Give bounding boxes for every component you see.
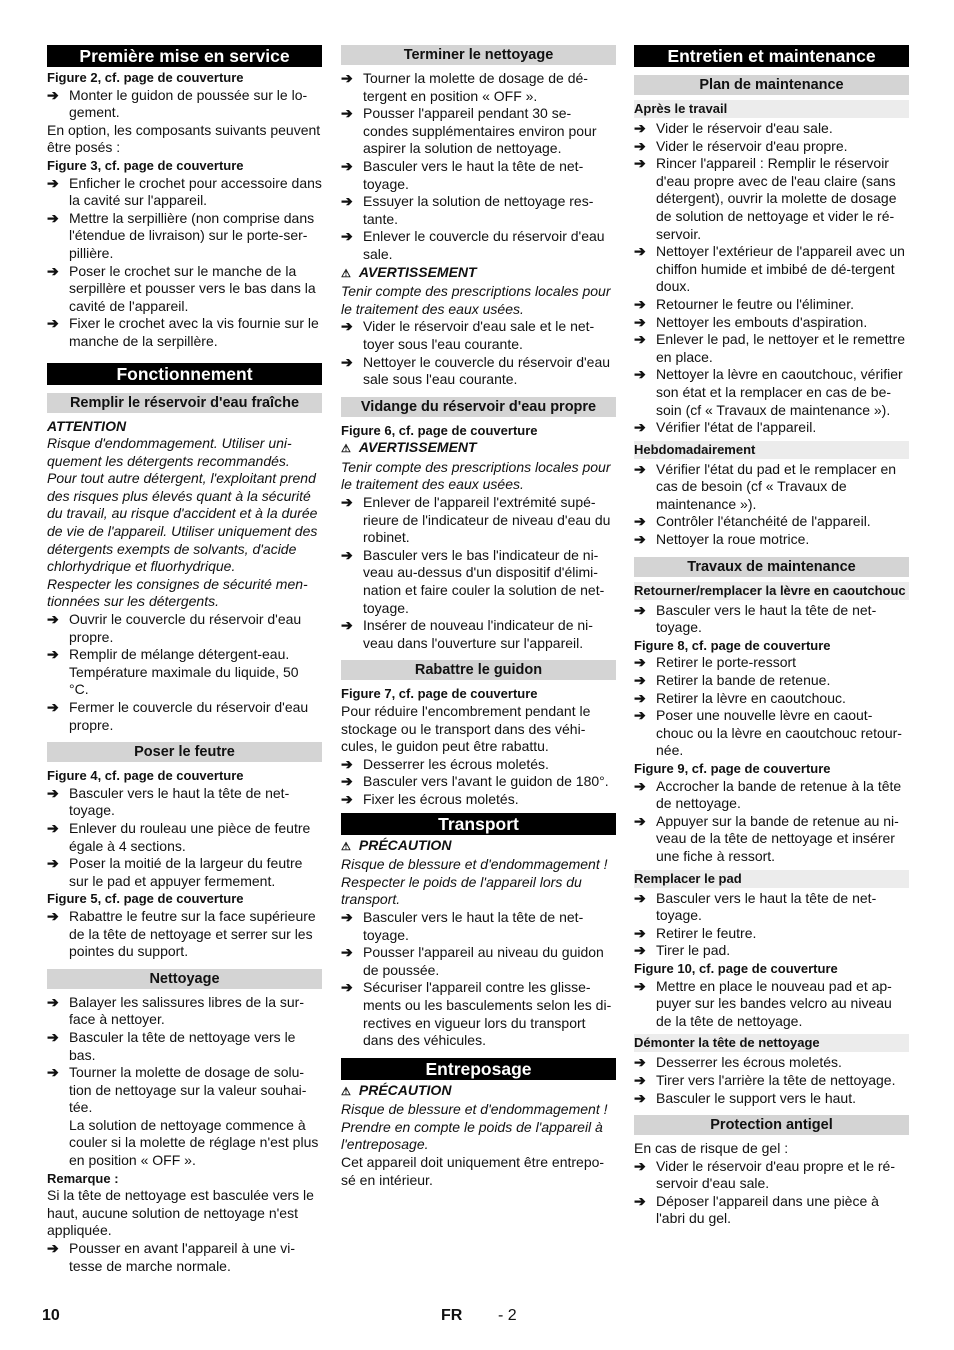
minor-heading: Après le travail [634,100,909,118]
list-item: ➔ Retirer le porte-ressort [634,654,797,671]
list-item: ➔ Pousser l'appareil au niveau du guidon de poussée. [341,944,604,978]
subsection-title: Travaux de maintenance [634,557,909,577]
arrow-right-icon: ➔ [634,331,646,348]
list-item: ➔ Vérifier l'état de l'appareil. [634,419,817,436]
arrow-right-icon: ➔ [634,672,646,689]
arrow-right-icon: ➔ [634,460,646,477]
arrow-right-icon: ➔ [341,157,353,174]
list-item: ➔ Vider le réservoir d'eau sale et le net-toyer sous l'eau courante. [341,318,595,352]
list-item: ➔ Vider le réservoir d'eau propre. [634,137,848,154]
arrow-right-icon: ➔ [341,944,353,961]
arrow-right-icon: ➔ [634,531,646,548]
list-item: ➔ Mettre la serpillière (non comprise dans l'étendue de livraison) sur le porte-ser-pillière. [47,209,315,261]
arrow-right-icon: ➔ [341,318,353,335]
warning-triangle-icon: ⚠ [341,840,351,853]
arrow-right-icon: ➔ [634,977,646,994]
warning-triangle-icon: ⚠ [341,267,351,280]
list-item: ➔ Rabattre le feutre sur la face supérieure de la tête de nettoyage et serrer sur les pointes du support. [47,907,316,960]
paragraph: En option, les composants suivants peuvent être posés : [47,121,321,156]
subsection-title: Vidange du réservoir d'eau propre [341,397,616,417]
list-item: ➔ Desserrer les écrous moletés. [341,755,549,772]
figure-ref: Figure 8, cf. page de couverture [634,637,831,653]
arrow-right-icon: ➔ [47,262,59,279]
list-item: ➔ Enficher le crochet pour accessoire dans la cavité sur l'appareil. [47,174,322,209]
list-item-continuation: La solution de nettoyage commence à couler si la molette de réglage n'est plus en position « OFF ». [69,1116,319,1169]
arrow-right-icon: ➔ [634,812,646,829]
list-item: ➔ Vider le réservoir d'eau propre et le ré-servoir d'eau sale. [634,1157,895,1192]
arrow-right-icon: ➔ [341,755,353,772]
arrow-right-icon: ➔ [341,546,353,563]
column-2 [341,45,616,1189]
attention-heading: ATTENTION [47,417,127,434]
list-item: ➔ Basculer vers l'avant le guidon de 180°. [341,773,609,790]
subsection-title: Poser le feutre [47,742,322,762]
list-item: ➔ Tirer le pad. [634,942,731,959]
arrow-right-icon: ➔ [634,419,646,436]
list-item: ➔ Essuyer la solution de nettoyage res-tante. [341,193,594,227]
minor-heading: Hebdomadairement [634,441,909,459]
column-3 [634,45,909,1228]
list-item: ➔ Enlever de l'appareil l'extrémité supé-rieure de l'indicateur de niveau d'eau du robinet. [341,494,611,546]
warning-heading: ⚠ AVERTISSEMENT [341,439,616,459]
attention-text: Respecter les consignes de sécurité men-tionnées sur les détergents. [47,575,308,610]
caution-heading: ⚠ PRÉCAUTION [341,1082,616,1102]
list-item: ➔ Fixer les écrous moletés. [341,790,519,807]
arrow-right-icon: ➔ [634,689,646,706]
minor-heading: Remplacer le pad [634,870,909,888]
list-item: ➔ Fixer le crochet avec la vis fournie sur le manche de la serpillère. [47,315,319,349]
list-item: ➔ Basculer vers le haut la tête de net-toyage. [634,601,877,636]
note-text: Si la tête de nettoyage est basculée vers le haut, aucune solution de nettoyage n'est appliquée. [47,1187,314,1239]
arrow-right-icon: ➔ [341,494,353,511]
list-item: ➔ Nettoyer les embouts d'aspiration. [634,313,868,330]
list-item: ➔ Basculer la tête de nettoyage vers le bas. [47,1028,296,1063]
paragraph: En cas de risque de gel : [634,1140,789,1157]
caution-text: Risque de blessure et d'endommagement ! Prendre en compte le poids de l'appareil à l'entreposage. [341,1101,608,1153]
section-title: Fonctionnement [47,363,322,385]
subsection-title: Nettoyage [47,969,322,989]
arrow-right-icon: ➔ [341,193,353,210]
arrow-right-icon: ➔ [634,137,646,154]
arrow-right-icon: ➔ [47,1240,59,1257]
arrow-right-icon: ➔ [47,993,59,1010]
arrow-right-icon: ➔ [634,924,646,941]
figure-ref: Figure 2, cf. page de couverture [47,70,244,85]
arrow-right-icon: ➔ [341,979,353,996]
arrow-right-icon: ➔ [634,155,646,172]
minor-heading: Démonter la tête de nettoyage [634,1034,909,1052]
list-item: ➔ Retirer la bande de retenue. [634,672,831,689]
arrow-right-icon: ➔ [341,908,353,925]
list-item: ➔ Retourner le feutre ou l'éliminer. [634,295,854,312]
arrow-right-icon: ➔ [47,855,59,872]
section-title: Première mise en service [47,45,322,67]
list-item: ➔ Basculer vers le bas l'indicateur de ni-veau au-dessus d'un dispositif d'élimi-nation et faire couler la solution de net-toyage. [341,546,605,616]
warning-triangle-icon: ⚠ [341,443,351,456]
arrow-right-icon: ➔ [341,105,353,122]
list-item: ➔ Retirer le feutre. [634,924,757,941]
arrow-right-icon: ➔ [634,513,646,530]
arrow-right-icon: ➔ [634,1054,646,1071]
arrow-right-icon: ➔ [634,654,646,671]
list-item: ➔ Basculer vers le haut la tête de net-toyage. [47,784,290,819]
figure-ref: Figure 3, cf. page de couverture [47,157,244,173]
list-item: ➔ Accrocher la bande de retenue à la tête de nettoyage. [634,777,902,812]
list-item: ➔ Enlever le pad, le nettoyer et le remettre en place. [634,331,906,365]
list-item: ➔ Enlever le couvercle du réservoir d'eau sale. [341,228,605,262]
arrow-right-icon: ➔ [634,1192,646,1209]
arrow-right-icon: ➔ [341,617,353,634]
figure-ref: Figure 10, cf. page de couverture [634,960,838,976]
section-title: Transport [341,813,616,835]
list-item: ➔ Nettoyer le couvercle du réservoir d'eau sale sous l'eau courante. [341,353,611,388]
arrow-right-icon: ➔ [47,819,59,836]
arrow-right-icon: ➔ [634,313,646,330]
arrow-right-icon: ➔ [634,942,646,959]
list-item: ➔ Pousser l'appareil pendant 30 se-condes supplémentaires environ pour aspirer la solution de nettoyage. [341,105,597,157]
arrow-right-icon: ➔ [634,601,646,618]
warning-text: Tenir compte des prescriptions locales pour le traitement des eaux usées. [341,283,611,317]
list-item: ➔ Rincer l'appareil : Remplir le réservoir d'eau propre avec de l'eau claire (sans détergent), ouvrir la molette de dosage de solution de nettoyage et vider le ré-servoir. [634,155,897,242]
figure-ref: Figure 4, cf. page de couverture [47,768,244,784]
language-code: FR [441,1307,463,1324]
list-item: ➔ Vider le réservoir d'eau sale. [634,120,833,136]
arrow-right-icon: ➔ [634,707,646,724]
sub-page-number: - 2 [498,1307,517,1324]
list-item: ➔ Retirer la lèvre en caoutchouc. [634,689,846,706]
list-item: ➔ Poser la moitié de la largeur du feutre sur le pad et appuyer fermement. [47,855,303,889]
arrow-right-icon: ➔ [47,86,59,103]
list-item: ➔ Nettoyer la roue motrice. [634,531,810,548]
arrow-right-icon: ➔ [47,1064,59,1081]
arrow-right-icon: ➔ [634,1089,646,1106]
arrow-right-icon: ➔ [341,70,353,86]
warning-text: Tenir compte des prescriptions locales pour le traitement des eaux usées. [341,458,611,493]
list-item: ➔ Ouvrir le couvercle du réservoir d'eau propre. [47,611,302,645]
list-item: ➔ Mettre en place le nouveau pad et ap-puyer sur les bandes velcro au niveau de la tête de nettoyage. [634,977,892,1029]
figure-ref: Figure 7, cf. page de couverture [341,686,538,702]
arrow-right-icon: ➔ [47,174,59,191]
arrow-right-icon: ➔ [634,777,646,794]
arrow-right-icon: ➔ [341,353,353,370]
list-item: ➔ Monter le guidon de poussée sur le lo-gement. [47,86,308,121]
list-item: ➔ Nettoyer l'extérieur de l'appareil avec un chiffon humide et imbibé de dé-tergent doux. [634,243,905,295]
arrow-right-icon: ➔ [47,646,59,663]
arrow-right-icon: ➔ [634,889,646,906]
note-heading: Remarque : [47,1170,119,1186]
list-item: ➔ Basculer vers le haut la tête de net-toyage. [341,908,584,943]
list-item: ➔ Appuyer sur la bande de retenue au ni-veau de la tête de nettoyage et insérer une fiche à ressort. [634,812,899,864]
list-item: ➔ Poser le crochet sur le manche de la serpillère et pousser vers le bas dans la cavité de l'appareil. [47,262,316,314]
subsection-title: Protection antigel [634,1115,909,1135]
list-item: ➔ Tirer vers l'arrière la tête de nettoyage. [634,1071,896,1088]
arrow-right-icon: ➔ [47,784,59,801]
arrow-right-icon: ➔ [634,366,646,383]
section-title: Entretien et maintenance [634,45,909,67]
arrow-right-icon: ➔ [47,907,59,924]
list-item: ➔ Fermer le couvercle du réservoir d'eau propre. [47,699,309,733]
list-item: ➔ Basculer vers le haut la tête de net-toyage. [634,889,877,924]
warning-heading: ⚠ AVERTISSEMENT [341,264,616,284]
arrow-right-icon: ➔ [47,315,59,332]
arrow-right-icon: ➔ [634,1071,646,1088]
warning-triangle-icon: ⚠ [341,1085,351,1098]
list-item: ➔ Vérifier l'état du pad et le remplacer en cas de besoin (cf « Travaux de maintenance »). [634,460,897,512]
subsection-title: Remplir le réservoir d'eau fraîche [47,393,322,413]
page-number: 10 [42,1307,60,1324]
list-item: ➔ Contrôler l'étanchéité de l'appareil. [634,513,871,530]
arrow-right-icon: ➔ [634,295,646,312]
list-item: ➔ Déposer l'appareil dans une pièce à l'abri du gel. [634,1192,879,1227]
list-item: ➔ Nettoyer la lèvre en caoutchouc, vérifier son état et la remplacer en cas de be-soin (cf « Travaux de maintenance »). [634,366,903,418]
list-item: ➔ Pousser en avant l'appareil à une vi-tesse de marche normale. [47,1240,296,1274]
subsection-title: Rabattre le guidon [341,660,616,680]
attention-text: Risque d'endommagement. Utiliser uni-quement les détergents recommandés. Pour tout autre détergent, l'exploitant prend des risques plus élevés quant à la sécurité du travail, au risque d'accident et à la durée de vie de l'appareil. Utiliser uniquement des détergents exempts de solvants, d'acide chlorhydrique et fluorhydrique. [47,435,318,575]
list-item: ➔ Sécuriser l'appareil contre les glisse-ments ou les basculements selon les di-rectives en vigueur lors du transport dans des véhicules. [341,979,612,1049]
list-item: ➔ Desserrer les écrous moletés. [634,1054,842,1071]
list-item: ➔ Remplir de mélange détergent-eau. Température maximale du liquide, 50 °C. [47,646,299,698]
arrow-right-icon: ➔ [634,243,646,260]
list-item: ➔ Basculer le support vers le haut. [634,1089,856,1106]
arrow-right-icon: ➔ [47,1028,59,1045]
arrow-right-icon: ➔ [634,1157,646,1174]
list-item: ➔ Basculer vers le haut la tête de net-toyage. [341,157,584,192]
caution-heading: ⚠ PRÉCAUTION [341,837,616,857]
arrow-right-icon: ➔ [341,228,353,245]
figure-ref: Figure 9, cf. page de couverture [634,761,831,776]
section-title: Entreposage [341,1058,616,1080]
subsection-title: Terminer le nettoyage [341,45,616,65]
arrow-right-icon: ➔ [47,209,59,226]
arrow-right-icon: ➔ [341,773,353,790]
figure-ref: Figure 5, cf. page de couverture [47,891,244,907]
list-item: ➔ Balayer les salissures libres de la sur-face à nettoyer. [47,993,304,1028]
caution-text: Risque de blessure et d'endommagement ! Respecter le poids de l'appareil lors du transport. [341,856,608,908]
list-item: ➔ Tourner la molette de dosage de dé-tergent en position « OFF ». [341,70,588,104]
list-item: ➔ Poser une nouvelle lèvre en caout-chouc ou la lèvre en caoutchouc retour-née. [634,707,902,759]
subsection-title: Plan de maintenance [634,75,909,95]
column-1 [47,45,322,1275]
list-item: ➔ Insérer de nouveau l'indicateur de ni-veau dans l'ouverture sur l'appareil. [341,617,593,651]
list-item: ➔ Tourner la molette de dosage de solu-tion de nettoyage sur la valeur souhai-tée. [47,1064,307,1116]
paragraph: Pour réduire l'encombrement pendant le stockage ou le transport dans des véhi-cules, le guidon peut être rabattu. [341,703,591,755]
arrow-right-icon: ➔ [341,790,353,807]
figure-ref: Figure 6, cf. page de couverture [341,422,538,438]
paragraph: Cet appareil doit uniquement être entrepo-sé en intérieur. [341,1154,605,1188]
arrow-right-icon: ➔ [47,699,59,715]
list-item: ➔ Enlever du rouleau une pièce de feutre égale à 4 sections. [47,819,311,854]
minor-heading: Retourner/remplacer la lèvre en caoutchouc [634,582,909,600]
arrow-right-icon: ➔ [47,611,59,628]
arrow-right-icon: ➔ [634,120,646,136]
